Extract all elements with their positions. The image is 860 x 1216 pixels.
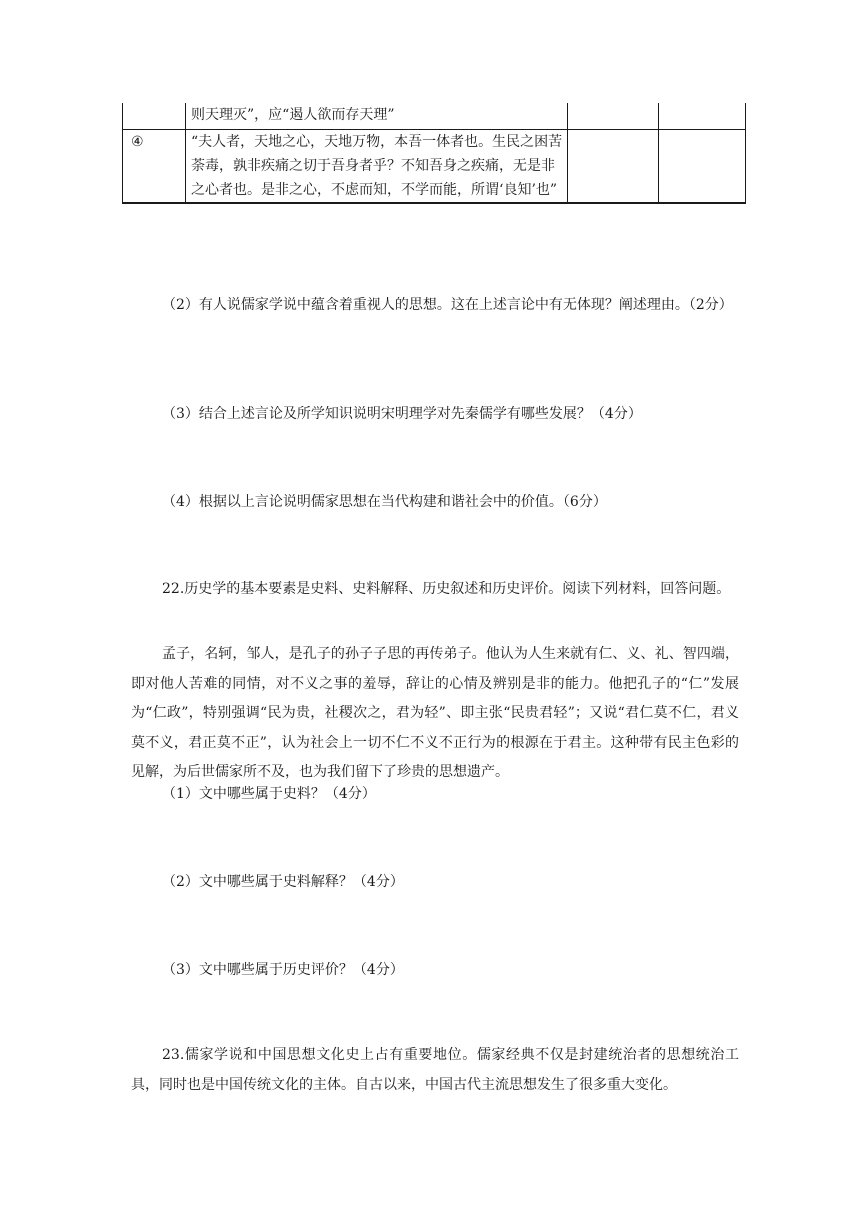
answer-cell bbox=[568, 130, 659, 204]
question-22-1: （1）文中哪些属于史料？（4分） bbox=[162, 786, 376, 802]
quote-cell: 则天理灭”，应“遏人欲而存天理” bbox=[186, 103, 568, 130]
row-number bbox=[123, 103, 186, 130]
table-row bbox=[123, 103, 746, 130]
quotes-table bbox=[122, 103, 746, 204]
question-21-2: （2）有人说儒家学说中蕴含着重视人的思想。这在上述言论中有无体现？阐述理由。（2分） bbox=[162, 297, 733, 313]
row-number: ④ bbox=[123, 130, 186, 204]
question-21-4: （4）根据以上言论说明儒家思想在当代构建和谐社会中的价值。（6分） bbox=[162, 494, 607, 510]
table-row bbox=[123, 130, 746, 204]
answer-cell bbox=[568, 103, 659, 130]
answer-cell bbox=[659, 103, 746, 130]
question-22-2: （2）文中哪些属于史料解释？（4分） bbox=[162, 874, 404, 890]
question-22-3: （3）文中哪些属于历史评价？（4分） bbox=[162, 962, 404, 978]
answer-cell bbox=[659, 130, 746, 204]
question-22-material: 孟子，名轲，邹人，是孔子的孙子子思的再传弟子。他认为人生来就有仁、义、礼、智四端，即对他人苦难的同情，对不义之事的羞辱，辞让的心情及辨别是非的能力。他把孔子的“仁”发展为“仁政”，特别强调“民为贵，社稷次之，君为轻”、即主张“民贵君轻”；又说“君仁莫不仁，君义莫不义，君正莫不正”，认为社会上一切不仁不义不正行为的根源在于君主。这种带有民主色彩的见解，为后世儒家所不及，也为我们留下了珍贵的思想遗产。 bbox=[131, 646, 739, 780]
question-23-stem: 23.儒家学说和中国思想文化史上占有重要地位。儒家经典不仅是封建统治者的思想统治工具，同时也是中国传统文化的主体。自古以来，中国古代主流思想发生了很多重大变化。 bbox=[131, 1047, 739, 1093]
quote-cell: “夫人者，天地之心，天地万物，本吾一体者也。生民之困苦荼毒，孰非疾痛之切于吾身者乎？不知吾身之疾痛，无是非之心者也。是非之心，不虑而知，不学而能，所谓‘良知’也” bbox=[186, 130, 568, 204]
question-21-3: （3）结合上述言论及所学知识说明宋明理学对先秦儒学有哪些发展？（4分） bbox=[162, 406, 642, 422]
question-22-stem: 22.历史学的基本要素是史料、史料解释、历史叙述和历史评价。阅读下列材料，回答问题。 bbox=[162, 581, 731, 597]
